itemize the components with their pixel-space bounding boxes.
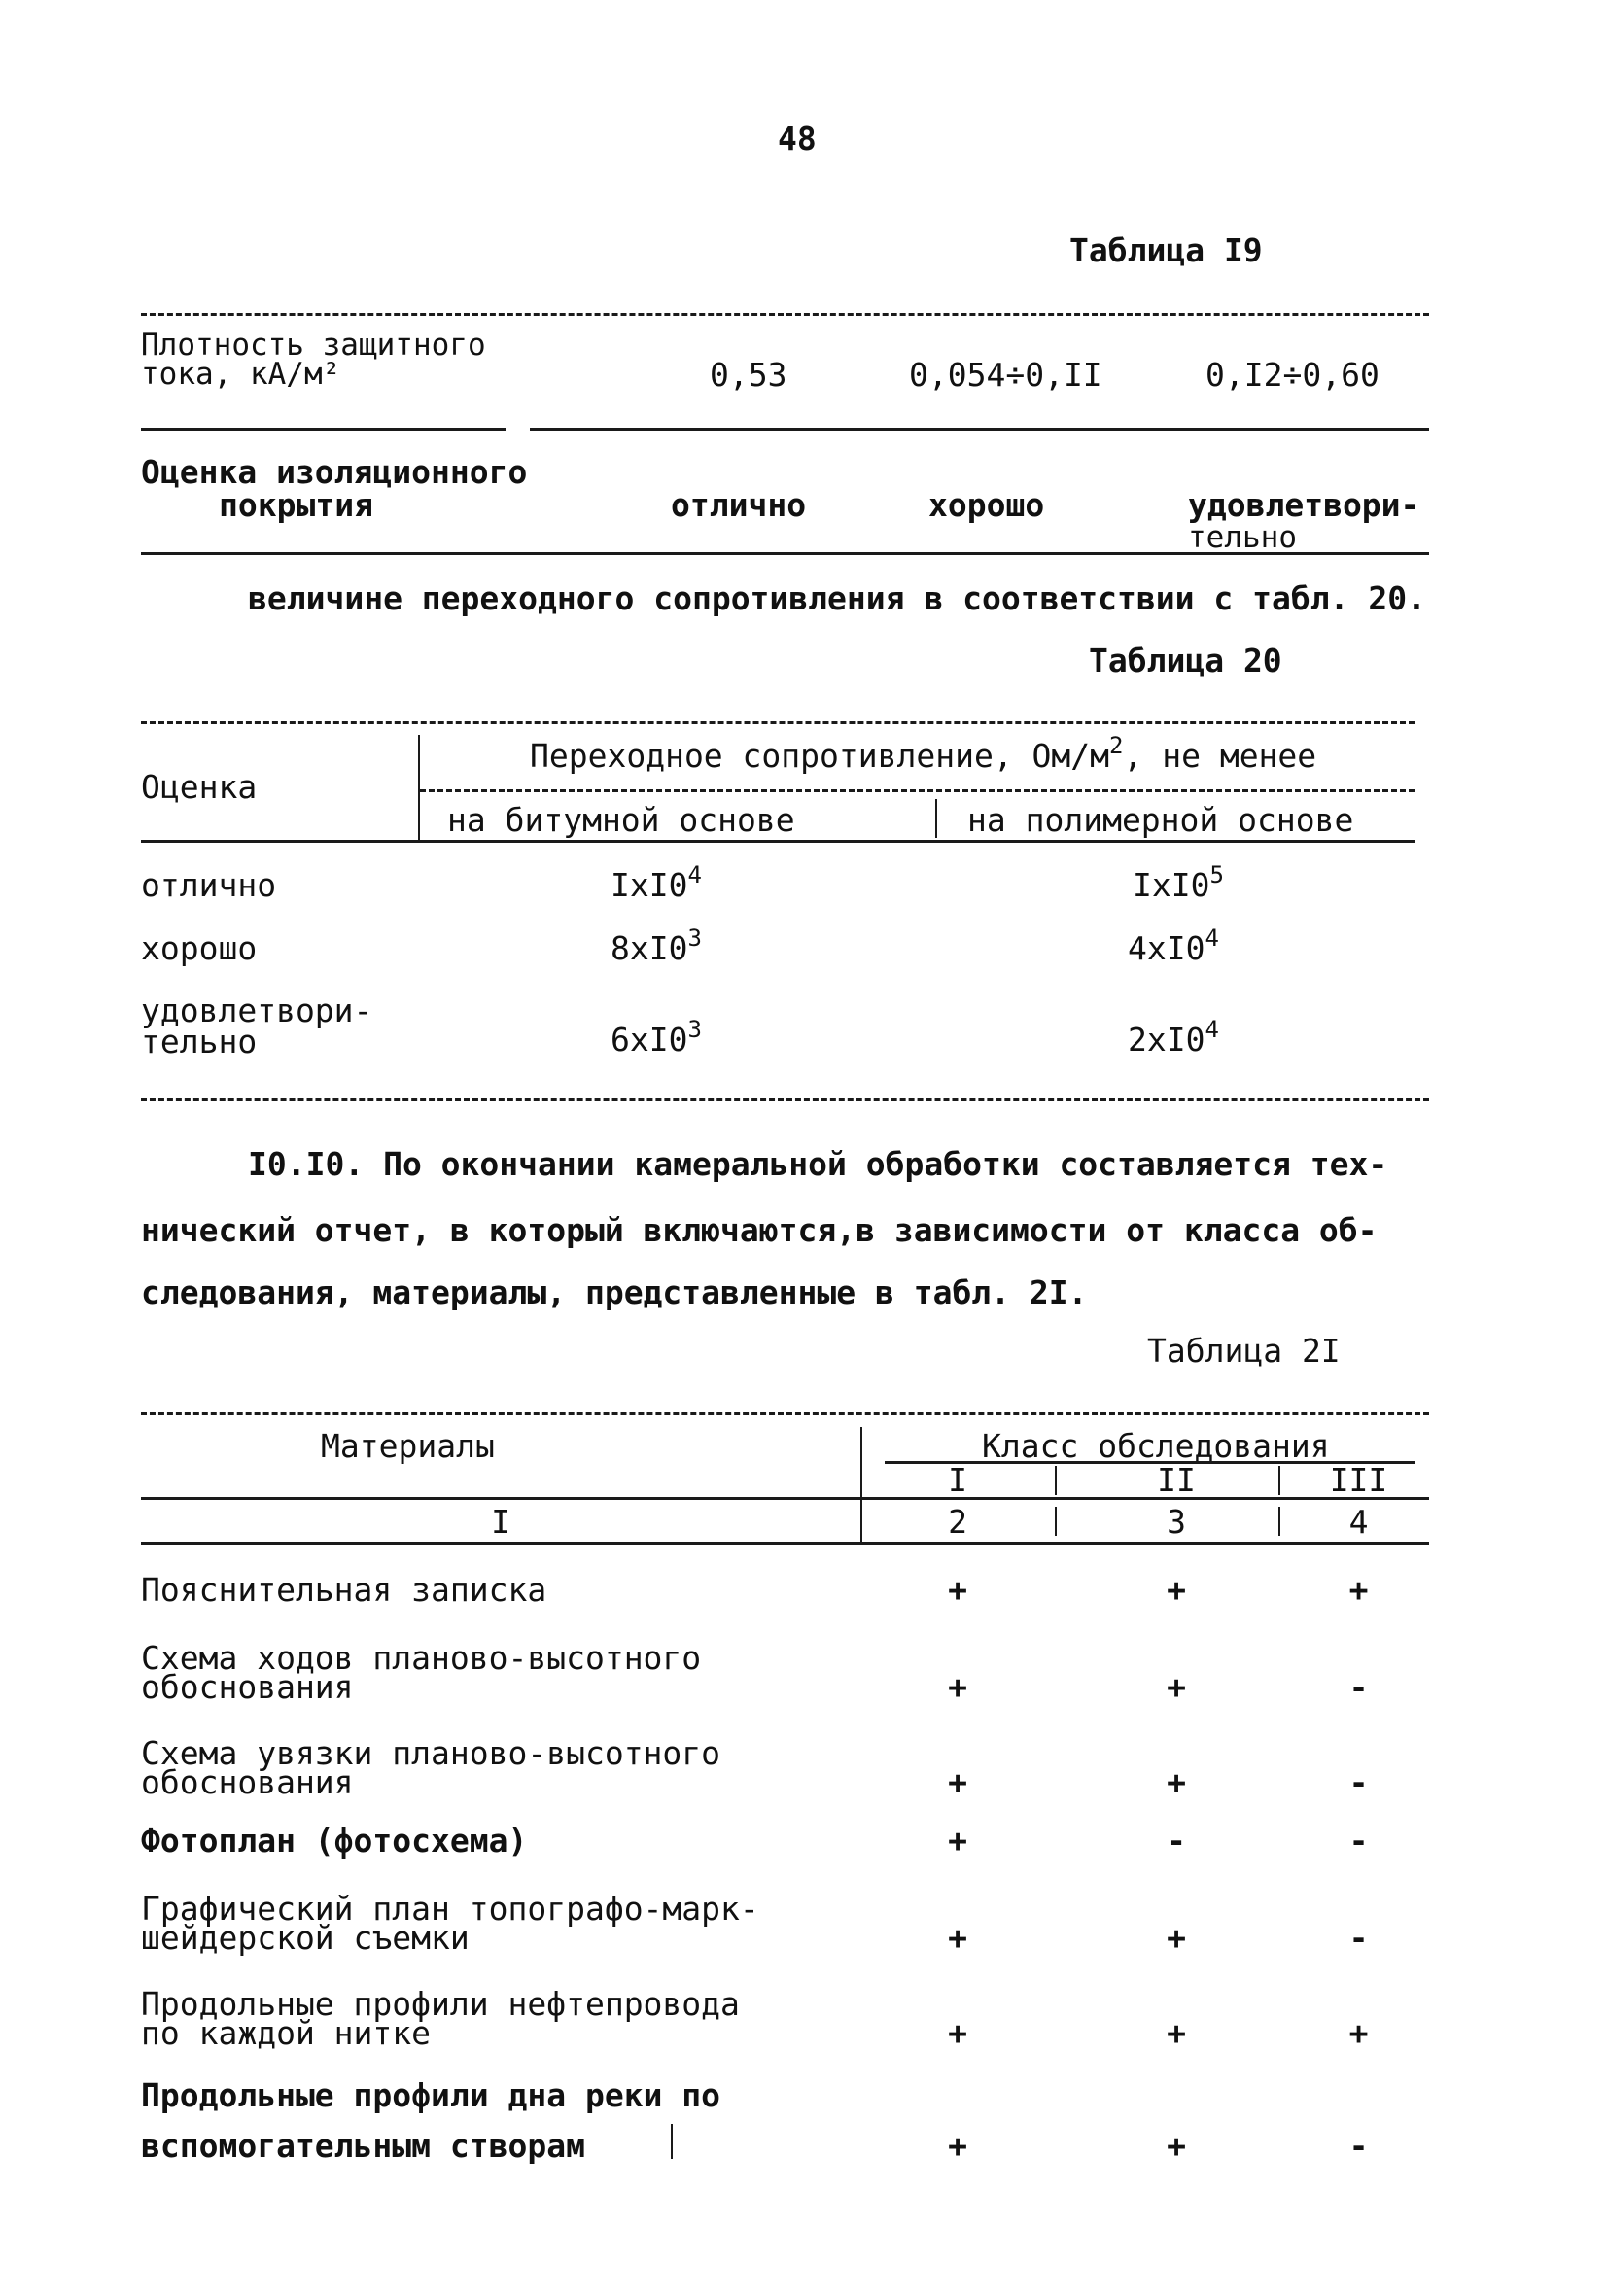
table21-caption: Таблица 2I xyxy=(1147,1332,1341,1370)
table20-row3-polymer xyxy=(1128,1016,1219,1059)
table20-row1-bitumen-base: IxI0 xyxy=(611,866,688,904)
table20-row2-bitumen-exp: 3 xyxy=(687,924,702,952)
table21-row3-c3: - xyxy=(1348,1763,1369,1801)
table21-colnum-divider-1 xyxy=(1055,1507,1057,1536)
table20-row2-bitumen xyxy=(611,924,702,967)
table21-header-bottom-rule xyxy=(141,1542,1429,1545)
table20-header-sub-divider xyxy=(935,799,937,838)
table21-colnum-3: 3 xyxy=(1167,1503,1186,1541)
table19-row1-label-line2: тока, кА/м² xyxy=(141,357,341,392)
table21-class-2: II xyxy=(1157,1461,1196,1499)
table21-row2-c3: - xyxy=(1348,1668,1369,1706)
table21-stray-mark xyxy=(671,2124,673,2159)
table21-row3-line2: обоснования xyxy=(141,1763,354,1801)
table21-row6-c3: + xyxy=(1348,2014,1369,2052)
table21-row5-line2: шейдерской съемки xyxy=(141,1919,470,1957)
table19-row2-label-line2: покрытия xyxy=(219,486,373,524)
table20-top-rule xyxy=(141,721,1415,724)
table21-row1-c3: + xyxy=(1348,1571,1369,1609)
table20-header-group-tail: , не менее xyxy=(1123,737,1317,775)
table21-row7-c2: + xyxy=(1167,2127,1186,2165)
paragraph-tail: величине переходного сопротивления в соответствии с табл. 20. xyxy=(248,579,1426,617)
table20-row2-polymer xyxy=(1128,924,1219,967)
table21-row6-line2: по каждой нитке xyxy=(141,2014,432,2052)
table21-class-divider-1 xyxy=(1055,1466,1057,1495)
table20-row1-bitumen xyxy=(611,861,702,904)
table20-row3-polymer-base: 2xI0 xyxy=(1128,1021,1205,1059)
table21-row7-line2: вспомогательным створам xyxy=(141,2127,585,2165)
table21-colnum-1: I xyxy=(491,1503,510,1541)
table20-header-col1: Оценка xyxy=(141,768,258,806)
table19-bottom-rule xyxy=(141,552,1429,555)
table21-colnum-2: 2 xyxy=(948,1503,967,1541)
table21-row2-c2: + xyxy=(1167,1668,1186,1706)
table21-header-divider xyxy=(860,1427,862,1542)
table21-row2-line1: Схема ходов планово-высотного xyxy=(141,1639,702,1677)
table21-row1-c1: + xyxy=(948,1571,967,1609)
table20-row3-label-line1: удовлетвори- xyxy=(141,991,373,1029)
paragraph-1010-line3: следования, материалы, представленные в табл. 2I. xyxy=(141,1273,1088,1311)
table20-row2-bitumen-base: 8xI0 xyxy=(611,929,688,967)
table20-row2-label: хорошо xyxy=(141,929,258,967)
table21-row5-c1: + xyxy=(948,1919,967,1957)
table20-header-divider xyxy=(418,735,420,840)
table21-row6-c2: + xyxy=(1167,2014,1186,2052)
table19-row2-value1: отлично xyxy=(671,486,807,524)
table19-mid-rule-b xyxy=(530,428,1429,431)
table20-row3-bitumen-exp: 3 xyxy=(687,1016,702,1043)
table19-row1-value3: 0,I2÷0,60 xyxy=(1205,356,1380,394)
table21-row3-c2: + xyxy=(1167,1763,1186,1801)
table20-row1-bitumen-exp: 4 xyxy=(687,861,702,888)
table20-header-sub2: на полимерной основе xyxy=(967,801,1354,839)
table21-row5-line1: Графический план топографо-марк- xyxy=(141,1890,759,1928)
table20-header-sub1: на битумной основе xyxy=(447,801,795,839)
table20-row3-polymer-exp: 4 xyxy=(1205,1016,1219,1043)
table20-bottom-rule xyxy=(141,1098,1429,1101)
table21-numbers-top-rule xyxy=(141,1497,1429,1500)
table19-row1-label-line1: Плотность защитного xyxy=(141,328,486,363)
table20-row2-polymer-base: 4xI0 xyxy=(1128,929,1205,967)
table21-row2-line2: обоснования xyxy=(141,1668,354,1706)
table20-row3-bitumen xyxy=(611,1016,702,1059)
table21-row1-c2: + xyxy=(1167,1571,1186,1609)
paragraph-1010-line2: нический отчет, в который включаются,в зависимости от класса об- xyxy=(141,1211,1378,1249)
table21-colnum-4: 4 xyxy=(1348,1503,1369,1541)
table19-row2-value2: хорошо xyxy=(928,486,1045,524)
table21-top-rule xyxy=(141,1412,1429,1415)
table20-row3-bitumen-base: 6xI0 xyxy=(611,1021,688,1059)
table19-mid-rule-a xyxy=(141,428,506,431)
table21-row4-c1: + xyxy=(948,1822,967,1860)
table21-row7-c1: + xyxy=(948,2127,967,2165)
table20-header-group xyxy=(530,732,1317,775)
table21-class-1: I xyxy=(948,1461,967,1499)
page-number: 48 xyxy=(778,120,817,157)
table21-row7-line1: Продольные профили дна реки по xyxy=(141,2076,721,2114)
table20-row1-polymer xyxy=(1133,861,1224,904)
table21-row7-c3: - xyxy=(1348,2127,1369,2165)
table19-row2-label-line1: Оценка изоляционного xyxy=(141,453,528,491)
table20-header-group-text: Переходное сопротивление, Ом/м xyxy=(530,737,1110,775)
table20-row2-polymer-exp: 4 xyxy=(1205,924,1219,952)
table21-class-3: III xyxy=(1329,1461,1388,1499)
table20-header-group-sup: 2 xyxy=(1109,732,1124,759)
table19-row2-value3-line1: удовлетвори- xyxy=(1188,486,1420,524)
table21-row3-c1: + xyxy=(948,1763,967,1801)
table20-header-sub-rule xyxy=(420,789,1415,792)
table21-row6-line1: Продольные профили нефтепровода xyxy=(141,1985,740,2023)
table21-row3-line1: Схема увязки планово-высотного xyxy=(141,1734,721,1772)
table21-row5-c3: - xyxy=(1348,1919,1369,1957)
table21-header-group: Класс обследования xyxy=(982,1427,1330,1465)
table21-row4-c2: - xyxy=(1167,1822,1186,1860)
table20-row1-label: отлично xyxy=(141,866,277,904)
table20-caption: Таблица 20 xyxy=(1089,642,1282,679)
table21-row6-c1: + xyxy=(948,2014,967,2052)
table21-class-divider-2 xyxy=(1278,1466,1280,1495)
table21-row2-c1: + xyxy=(948,1668,967,1706)
table19-row1-value1: 0,53 xyxy=(710,356,787,394)
table20-row1-polymer-base: IxI0 xyxy=(1133,866,1210,904)
table20-row3-label-line2: тельно xyxy=(141,1023,258,1061)
table21-header-col1: Материалы xyxy=(321,1427,495,1465)
table19-top-rule xyxy=(141,313,1429,316)
table19-row2-value3-line2: тельно xyxy=(1188,520,1297,555)
table21-colnum-divider-2 xyxy=(1278,1507,1280,1536)
table19-caption: Таблица I9 xyxy=(1069,231,1263,269)
table21-row4-c3: - xyxy=(1348,1822,1369,1860)
table20-row1-polymer-exp: 5 xyxy=(1209,861,1224,888)
paragraph-1010-line1: I0.I0. По окончании камеральной обработки составляется тех- xyxy=(248,1145,1388,1183)
table19-row1-value2: 0,054÷0,II xyxy=(909,356,1102,394)
table21-row1-line1: Пояснительная записка xyxy=(141,1571,547,1609)
table21-row4-line1: Фотоплан (фотосхема) xyxy=(141,1822,528,1860)
table20-header-bottom-rule xyxy=(141,840,1415,843)
table21-row5-c2: + xyxy=(1167,1919,1186,1957)
